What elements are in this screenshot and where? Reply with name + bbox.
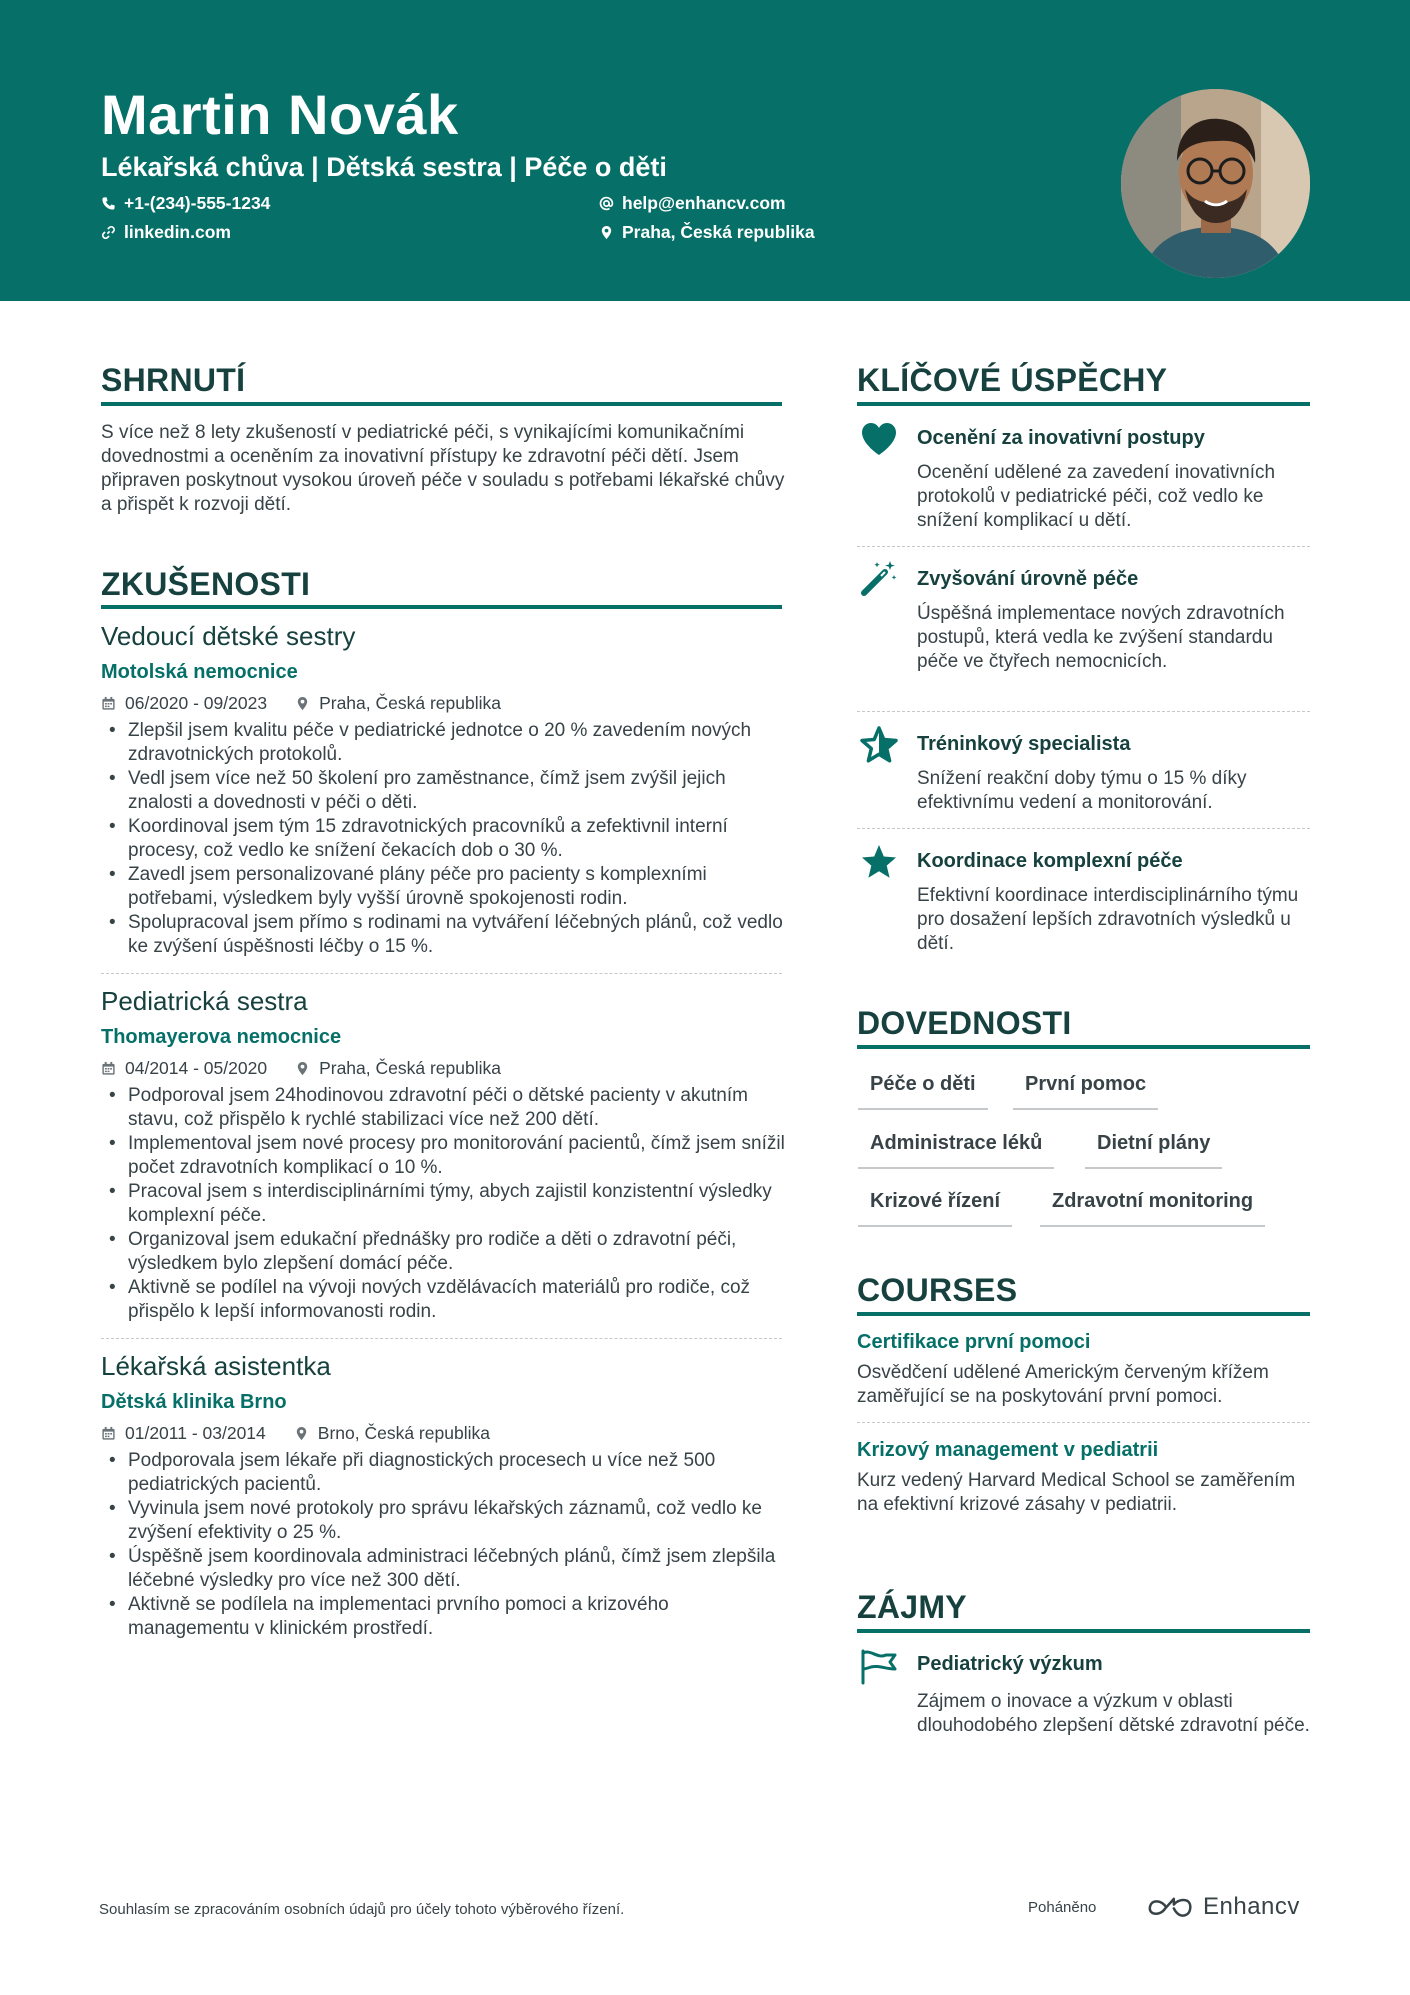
achievement-title: Zvyšování úrovně péče <box>917 568 1139 590</box>
calendar-icon <box>101 1061 116 1076</box>
brand-logo[interactable] <box>1147 1893 1300 1921</box>
skill-tag: Zdravotní monitoring <box>1040 1190 1265 1227</box>
job-dates: 01/2011 - 03/2014 <box>125 1423 266 1443</box>
calendar-icon <box>101 1426 116 1441</box>
divider <box>857 546 1310 547</box>
section-rule <box>857 1312 1310 1316</box>
achievement-title: Ocenění za inovativní postupy <box>917 427 1205 449</box>
divider <box>101 1338 782 1339</box>
flag-icon <box>859 1647 899 1687</box>
magic-wand-icon <box>859 558 899 598</box>
location <box>599 222 815 243</box>
interest-title: Pediatrický výzkum <box>917 1653 1103 1675</box>
location-pin-icon <box>295 1061 310 1076</box>
skills-title: DOVEDNOSTI <box>857 1005 1072 1041</box>
enhancv-logo-icon <box>1147 1895 1193 1920</box>
phone[interactable] <box>101 193 270 214</box>
list-item: • Koordinoval jsem tým 15 zdravotnických pracovníků a zefektivnil interní procesy, což vedlo ke snížení čekacích dob o 30 %. <box>101 815 791 863</box>
email[interactable] <box>599 193 786 214</box>
list-item: • Pracoval jsem s interdisciplinárními týmy, abych zajistil konzistentní výsledky komplexní péče. <box>101 1180 791 1228</box>
location-text: Praha, Česká republika <box>622 222 815 242</box>
course-title: Certifikace první pomoci <box>857 1331 1091 1353</box>
divider <box>101 973 782 974</box>
brand-name: Enhancv <box>1203 1893 1300 1920</box>
skill-tag: Péče o děti <box>858 1073 988 1110</box>
interests-title: ZÁJMY <box>857 1589 967 1625</box>
job-company: Dětská klinika Brno <box>101 1391 287 1413</box>
achievements-title: KLÍČOVÉ ÚSPĚCHY <box>857 362 1168 398</box>
course-desc: Kurz vedený Harvard Medical School se zaměřením na efektivní krizové zásahy v pediatrii. <box>857 1470 1296 1515</box>
job-company: Thomayerova nemocnice <box>101 1026 342 1048</box>
list-item: • Podporoval jsem 24hodinovou zdravotní péči o dětské pacienty v akutním stavu, což přispělo k rychlé stabilizaci více než 200 dětí. <box>101 1084 791 1132</box>
section-rule <box>101 605 782 609</box>
section-rule <box>857 1045 1310 1049</box>
calendar-icon <box>101 696 116 711</box>
interest-desc: Zájmem o inovace a výzkum v oblasti dlouhodobého zlepšení dětské zdravotní péče. <box>917 1691 1310 1736</box>
linkedin[interactable] <box>101 222 231 243</box>
section-rule <box>857 402 1310 406</box>
email-text: help@enhancv.com <box>622 193 786 213</box>
list-item: • Aktivně se podílel na vývoji nových vzdělávacích materiálů pro rodiče, což přispělo k lepší informovanosti rodin. <box>101 1276 791 1324</box>
skill-tag: Administrace léků <box>858 1132 1054 1169</box>
section-rule <box>101 402 782 406</box>
job-bullets <box>101 1084 791 1324</box>
job-meta <box>101 1423 490 1444</box>
job-dates: 06/2020 - 09/2023 <box>125 693 268 713</box>
avatar <box>1121 89 1310 278</box>
summary-title: SHRNUTÍ <box>101 362 246 398</box>
job-role: Lékařská asistentka <box>101 1351 331 1381</box>
achievement-title: Koordinace komplexní péče <box>917 850 1183 872</box>
job-dates: 04/2014 - 05/2020 <box>125 1058 268 1078</box>
location-pin-icon <box>294 1426 309 1441</box>
divider <box>857 1422 1310 1423</box>
phone-icon <box>101 196 116 211</box>
skill-tag: První pomoc <box>1013 1073 1158 1110</box>
list-item: • Vyvinula jsem nové protokoly pro správu lékařských záznamů, což vedlo ke zvýšení efektivity o 25 %. <box>101 1497 791 1545</box>
list-item: • Organizoval jsem edukační přednášky pro rodiče a děti o zdravotní péči, výsledkem bylo zlepšení domácí péče. <box>101 1228 791 1276</box>
achievement-desc: Efektivní koordinace interdisciplinárního týmu pro dosažení lepších zdravotních výsledků u dětí. <box>917 885 1299 954</box>
job-bullets <box>101 1449 791 1641</box>
job-bullets <box>101 719 791 959</box>
job-location: Praha, Česká republika <box>319 693 501 713</box>
link-icon <box>101 225 116 240</box>
list-item: • Vedl jsem více než 50 školení pro zaměstnance, čímž jsem zvýšil jejich znalosti a dovednosti v péči o děti. <box>101 767 791 815</box>
list-item: • Implementoval jsem nové procesy pro monitorování pacientů, čímž jsem snížil počet zdravotních komplikací o 10 %. <box>101 1132 791 1180</box>
job-role: Pediatrická sestra <box>101 986 308 1016</box>
profile-photo <box>1121 89 1310 278</box>
experience-title: ZKUŠENOSTI <box>101 566 311 602</box>
location-pin-icon <box>295 696 310 711</box>
star-outline-icon <box>859 725 899 765</box>
job-meta <box>101 1058 501 1079</box>
heart-icon <box>859 419 899 459</box>
linkedin-text: linkedin.com <box>124 222 231 242</box>
job-role: Vedoucí dětské sestry <box>101 621 356 651</box>
job-company: Motolská nemocnice <box>101 661 298 683</box>
header-banner <box>0 0 1410 301</box>
at-icon <box>599 196 614 211</box>
section-rule <box>857 1629 1310 1633</box>
courses-title: COURSES <box>857 1272 1018 1308</box>
achievement-desc: Úspěšná implementace nových zdravotních postupů, která vedla ke zvýšení standardu péče ve čtyřech nemocnicích. <box>917 603 1285 672</box>
phone-text: +1-(234)-555-1234 <box>124 193 271 213</box>
skill-tag: Dietní plány <box>1085 1132 1222 1169</box>
achievement-desc: Ocenění udělené za zavedení inovativních protokolů v pediatrické péči, což vedlo ke snížení komplikací u dětí. <box>917 462 1276 531</box>
summary-text: S více než 8 lety zkušeností v pediatrické péči, s vynikajícími komunikačními dovednostmi a oceněním za inovativní přístupy ke zdravotní péči dětí. Jsem připraven poskytnout vysokou úroveň péče v souladu s potřebami lékařské chůvy a přispět k rozvoji dětí. <box>101 422 785 515</box>
list-item: • Podporovala jsem lékaře při diagnostických procesech u více než 500 pediatrických pacientů. <box>101 1449 791 1497</box>
divider <box>857 711 1310 712</box>
location-pin-icon <box>599 225 614 240</box>
divider <box>857 828 1310 829</box>
star-icon <box>859 842 899 882</box>
candidate-name: Martin Novák <box>101 83 459 146</box>
skill-tag: Krizové řízení <box>858 1190 1012 1227</box>
list-item: • Úspěšně jsem koordinovala administraci léčebných plánů, čímž jsem zlepšila léčebné výsledky pro více než 300 dětí. <box>101 1545 791 1593</box>
list-item: • Zlepšil jsem kvalitu péče v pediatrické jednotce o 20 % zavedením nových zdravotnických protokolů. <box>101 719 791 767</box>
course-desc: Osvědčení udělené Americkým červeným křížem zaměřující se na poskytování první pomoci. <box>857 1362 1269 1407</box>
list-item: • Aktivně se podílela na implementaci prvního pomoci a krizového managementu v klinickém prostředí. <box>101 1593 791 1641</box>
job-location: Brno, Česká republika <box>317 1423 490 1443</box>
achievement-title: Tréninkový specialista <box>917 733 1131 755</box>
job-location: Praha, Česká republika <box>319 1058 501 1078</box>
job-meta <box>101 693 501 714</box>
list-item: • Spolupracoval jsem přímo s rodinami na vytváření léčebných plánů, což vedlo ke zvýšení úspěšnosti léčby o 15 %. <box>101 911 791 959</box>
consent-note: Souhlasím se zpracováním osobních údajů pro účely tohoto výběrového řízení. <box>99 1901 625 1918</box>
powered-by: Poháněno <box>1028 1899 1097 1916</box>
headline: Lékařská chůva | Dětská sestra | Péče o děti <box>101 152 667 182</box>
course-title: Krizový management v pediatrii <box>857 1439 1159 1461</box>
list-item: • Zavedl jsem personalizované plány péče pro pacienty s komplexními potřebami, výsledkem byly vyšší úrovně spokojenosti rodin. <box>101 863 791 911</box>
achievement-desc: Snížení reakční doby týmu o 15 % díky efektivnímu vedení a monitorování. <box>917 768 1247 813</box>
